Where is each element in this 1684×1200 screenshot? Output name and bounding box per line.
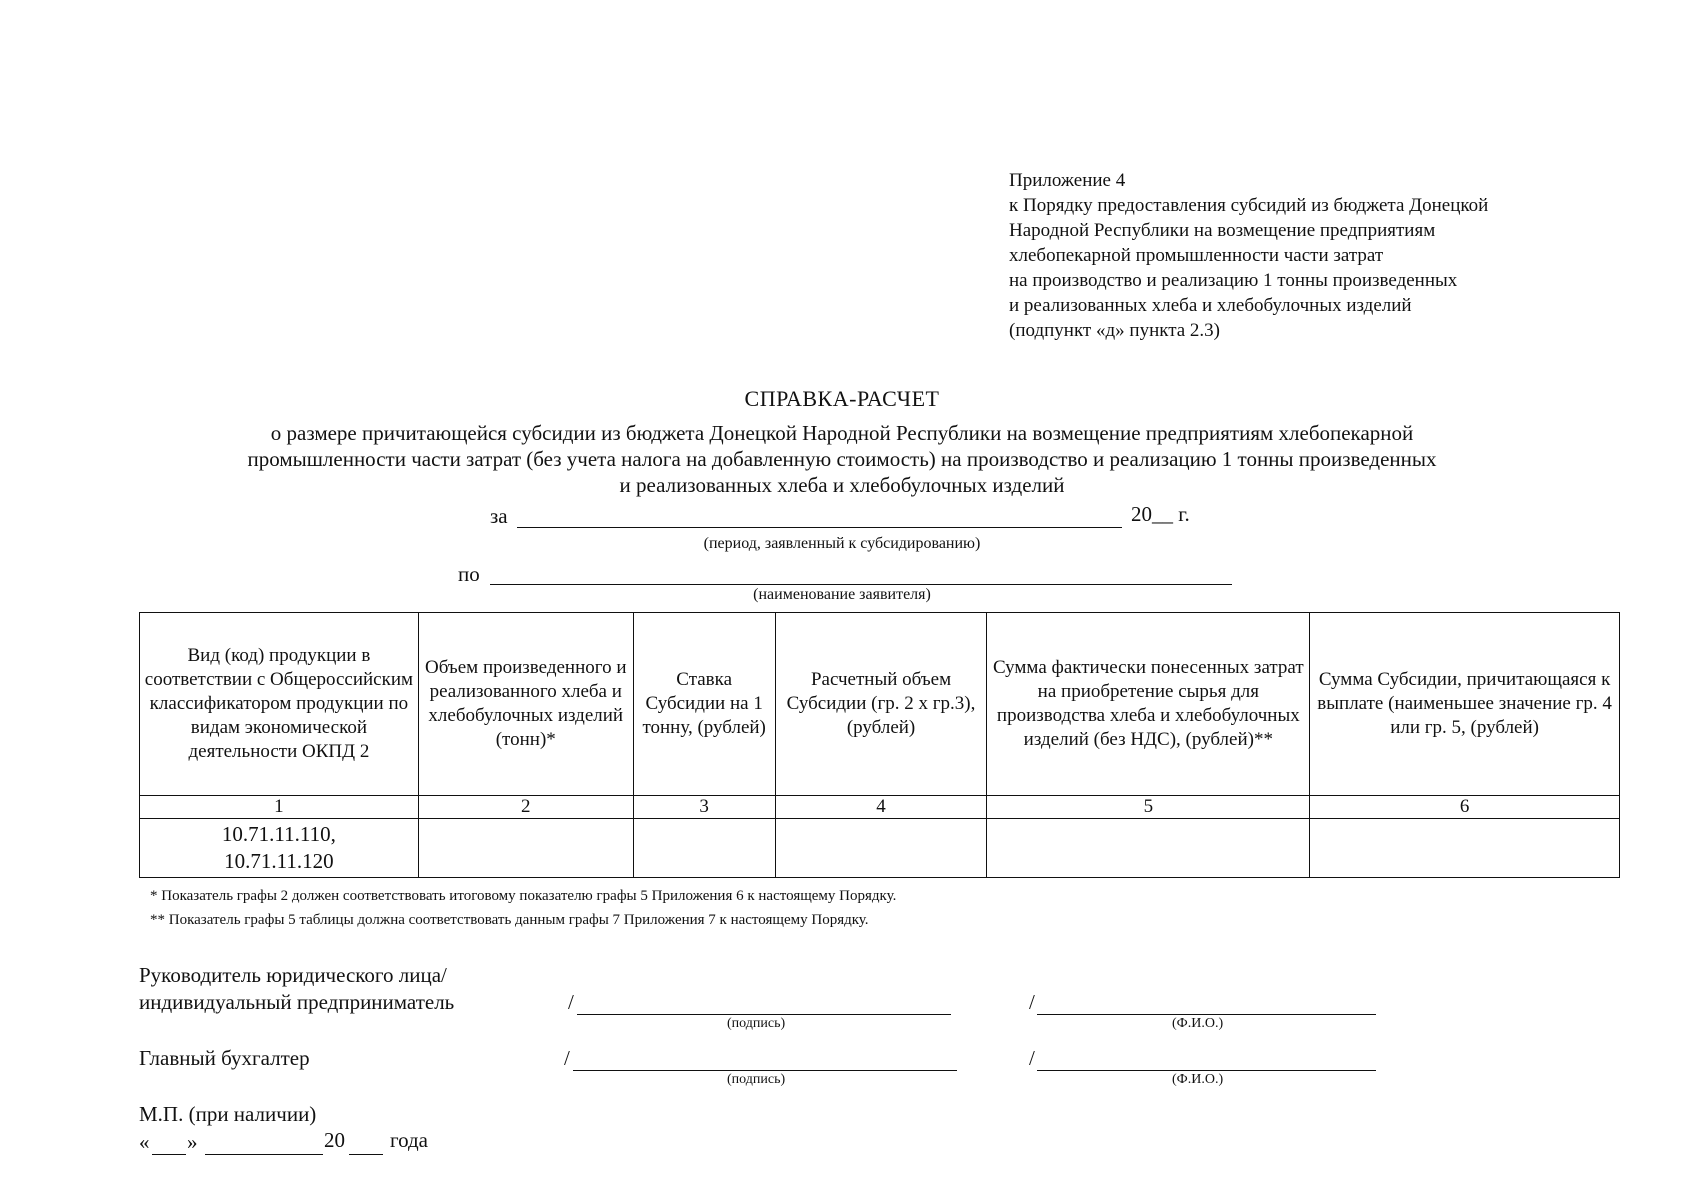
- date-year-field[interactable]: [349, 1130, 383, 1155]
- applicant-prefix: по: [458, 562, 480, 586]
- date-close-quote: »: [187, 1130, 198, 1154]
- column-number: 5: [987, 796, 1310, 819]
- header-subsidy-due: Сумма Субсидии, причитающаяся к выплате (наименьшее значение гр. 4 или гр. 5, (рублей): [1310, 613, 1620, 796]
- header-actual-costs: Сумма фактически понесенных затрат на приобретение сырья для производства хлеба и хлебобулочных изделий (без НДС), (рублей)**: [987, 613, 1310, 796]
- head-label-line1: Руководитель юридического лица/: [139, 963, 447, 987]
- head-fio-field[interactable]: [1037, 990, 1376, 1015]
- cell-product-code: [140, 819, 419, 878]
- fio-caption: (Ф.И.О.): [1172, 1016, 1224, 1031]
- accountant-label: Главный бухгалтер: [139, 1046, 310, 1070]
- head-label-line2: индивидуальный предприниматель: [139, 990, 455, 1014]
- annex-line: к Порядку предоставления субсидий из бюджета Донецкой: [1009, 195, 1489, 216]
- applicant-field[interactable]: [490, 560, 1232, 585]
- date-suffix: года: [390, 1128, 428, 1152]
- subtitle-line: и реализованных хлеба и хлебобулочных изделий: [619, 473, 1065, 497]
- column-number: 6: [1310, 796, 1620, 819]
- cell-volume[interactable]: [418, 819, 633, 878]
- date-year-prefix: 20: [324, 1128, 345, 1152]
- annex-line: (подпункт «д» пункта 2.3): [1009, 320, 1221, 341]
- slash: /: [568, 990, 574, 1014]
- subsidy-table: [139, 612, 1620, 878]
- column-number: 1: [140, 796, 419, 819]
- header-volume: Объем произведенного и реализованного хлеба и хлебобулочных изделий (тонн)*: [418, 613, 633, 796]
- annex-line: Народной Республики на возмещение предприятиям: [1009, 220, 1436, 241]
- column-number: 4: [775, 796, 987, 819]
- applicant-caption: (наименование заявителя): [753, 586, 931, 603]
- date-open-quote: «: [139, 1130, 150, 1154]
- period-field[interactable]: [517, 503, 1122, 528]
- table-number-row: [140, 796, 1620, 819]
- subtitle-line: о размере причитающейся субсидии из бюджета Донецкой Народной Республики на возмещение предприятиям хлебопекарной: [270, 421, 1414, 445]
- accountant-signature-field[interactable]: [573, 1046, 957, 1071]
- table-header-row: [140, 613, 1620, 796]
- annex-line: Приложение 4: [1009, 170, 1126, 191]
- header-product-code: Вид (код) продукции в соответствии с Общероссийским классификатором продукции по видам экономической деятельности ОКПД 2: [140, 613, 419, 796]
- date-day-field[interactable]: [152, 1130, 186, 1155]
- footnote-2: ** Показатель графы 5 таблицы должна соответствовать данным графы 7 Приложения 7 к настоящему Порядку.: [150, 912, 869, 928]
- annex-line: и реализованных хлеба и хлебобулочных изделий: [1009, 295, 1412, 316]
- footnote-1: * Показатель графы 2 должен соответствовать итоговому показателю графы 5 Приложения 6 к настоящему Порядку.: [150, 888, 897, 904]
- document-subtitle: [150, 420, 1534, 498]
- head-signature-field[interactable]: [577, 990, 951, 1015]
- column-number: 3: [633, 796, 775, 819]
- slash: /: [1029, 1046, 1035, 1070]
- period-year: 20__ г.: [1131, 502, 1190, 526]
- date-month-field[interactable]: [205, 1130, 323, 1155]
- cell-rate[interactable]: [633, 819, 775, 878]
- cell-actual-costs[interactable]: [987, 819, 1310, 878]
- subtitle-line: промышленности части затрат (без учета налога на добавленную стоимость) на производство и реализацию 1 тонны произведенных: [247, 447, 1437, 471]
- signature-caption: (подпись): [727, 1016, 786, 1031]
- table-row: [140, 819, 1620, 878]
- stamp-label: М.П. (при наличии): [139, 1102, 317, 1126]
- annex-line: на производство и реализацию 1 тонны произведенных: [1009, 270, 1458, 291]
- header-rate: Ставка Субсидии на 1 тонну, (рублей): [633, 613, 775, 796]
- fio-caption: (Ф.И.О.): [1172, 1072, 1224, 1087]
- annex-line: хлебопекарной промышленности части затрат: [1009, 245, 1384, 266]
- cell-calculated-amount[interactable]: [775, 819, 987, 878]
- header-calculated-amount: Расчетный объем Субсидии (гр. 2 х гр.3), (рублей): [775, 613, 987, 796]
- slash: /: [1029, 990, 1035, 1014]
- annex-block: [1009, 168, 1488, 343]
- document-title: СПРАВКА-РАСЧЕТ: [744, 386, 940, 411]
- code-line: 10.71.11.120: [224, 849, 334, 873]
- column-number: 2: [418, 796, 633, 819]
- accountant-fio-field[interactable]: [1037, 1046, 1376, 1071]
- code-line: 10.71.11.110,: [221, 822, 336, 846]
- cell-subsidy-due[interactable]: [1310, 819, 1620, 878]
- signature-caption: (подпись): [727, 1072, 786, 1087]
- period-prefix: за: [490, 504, 508, 528]
- slash: /: [564, 1046, 570, 1070]
- period-caption: (период, заявленный к субсидированию): [703, 535, 981, 552]
